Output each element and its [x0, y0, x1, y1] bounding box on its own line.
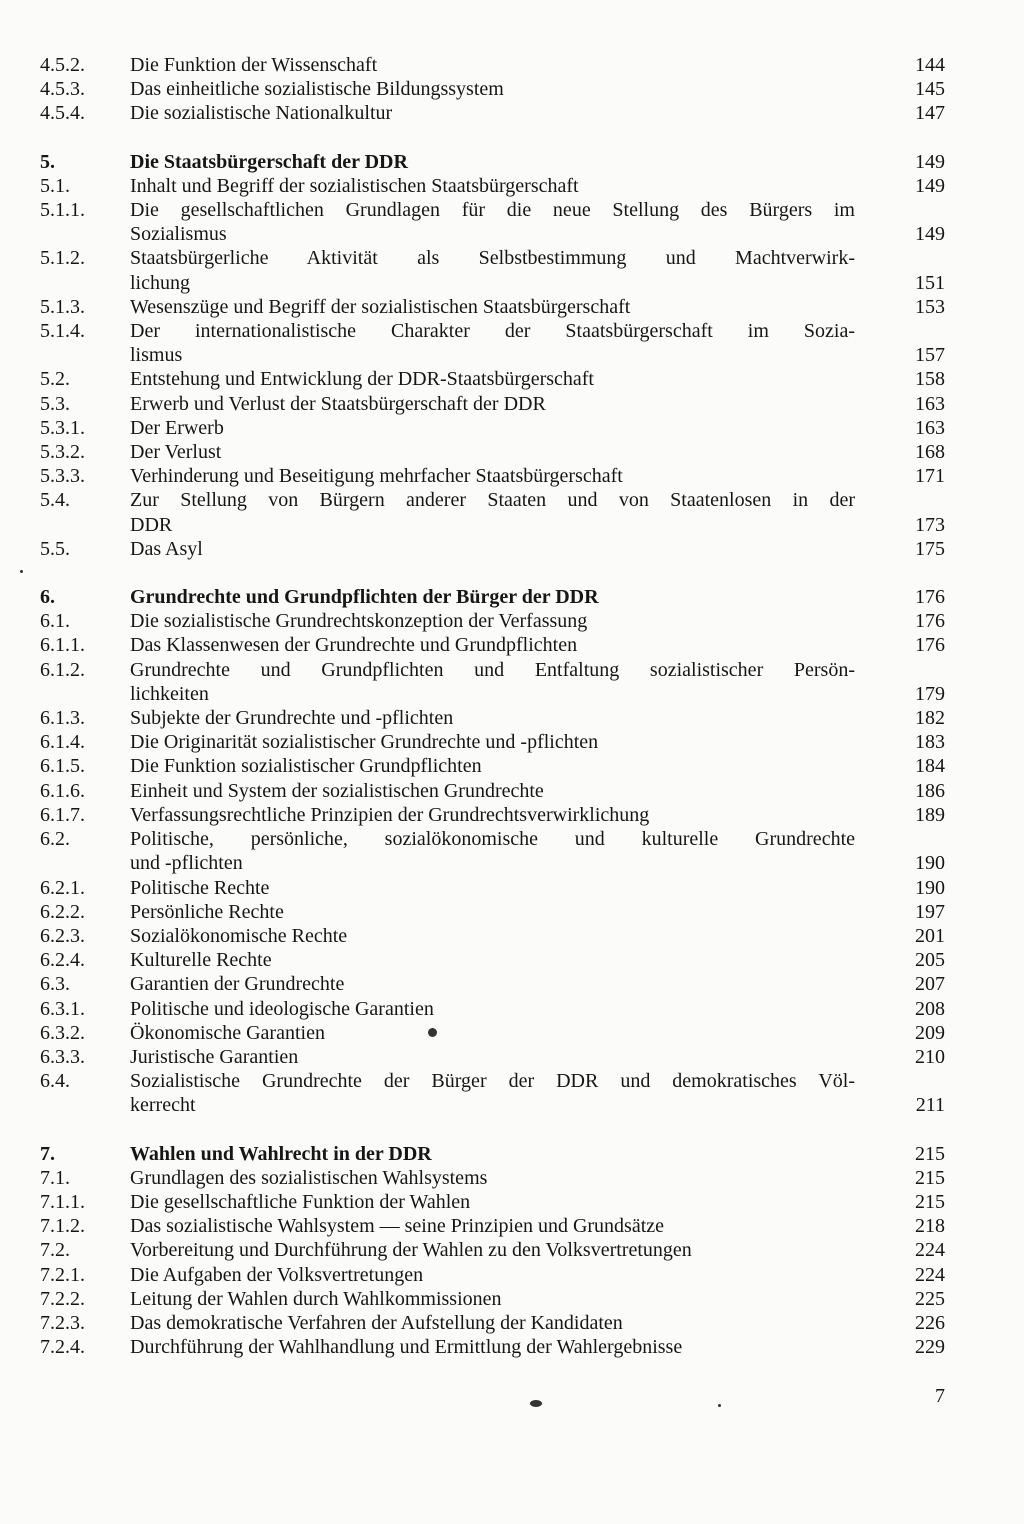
toc-entry-number: 7.2.2. [40, 1287, 85, 1310]
scan-speck [428, 1028, 437, 1037]
toc-entry-page: 205 [915, 949, 945, 972]
toc-entry-title-line: Die Staatsbürgerschaft der DDR [130, 150, 408, 173]
toc-entry [40, 1190, 945, 1214]
toc-entry-page: 163 [915, 416, 945, 439]
toc-entry-number: 6.2.1. [40, 876, 85, 899]
toc-entry-number: 4.5.3. [40, 78, 85, 101]
page-number: 7 [935, 1385, 945, 1407]
toc-entry-title [130, 803, 875, 827]
toc-entry [40, 440, 945, 464]
toc-entry [40, 827, 945, 875]
toc-entry-title [130, 319, 875, 367]
toc-entry-title [130, 1142, 875, 1166]
toc-entry-page: 218 [915, 1215, 945, 1238]
toc-entry-title-line: Politische, persönliche, sozialökonomische und kulturelle Grundrechte [130, 828, 855, 851]
toc-entry-page: 175 [915, 537, 945, 560]
toc-entry-page: 210 [915, 1045, 945, 1068]
toc-entry [40, 295, 945, 319]
toc-entry [40, 367, 945, 391]
toc-entry-number: 4.5.2. [40, 54, 85, 76]
toc-entry-title [130, 706, 875, 730]
toc-entry [40, 1045, 945, 1069]
toc-entry [40, 876, 945, 900]
toc-entry [40, 948, 945, 972]
toc-entry [40, 392, 945, 416]
toc-entry [40, 1311, 945, 1335]
toc-entry-title-line: Kulturelle Rechte [130, 949, 272, 972]
toc-entry [40, 924, 945, 948]
toc-entry-page: 211 [915, 1094, 945, 1117]
toc-entry-title [130, 997, 875, 1021]
toc-entry [40, 537, 945, 561]
toc-entry-number: 6.3.1. [40, 997, 85, 1020]
table-of-contents [40, 53, 945, 1359]
toc-entry-page: 144 [915, 54, 945, 76]
toc-entry-title [130, 246, 875, 294]
toc-entry-page: 171 [915, 465, 945, 488]
toc-entry-number: 5.5. [40, 537, 70, 560]
toc-entry-title-line: Sozialökonomische Rechte [130, 924, 348, 947]
toc-entry-number: 5.1. [40, 174, 70, 197]
toc-entry-page: 215 [915, 1166, 945, 1189]
toc-entry-page: 184 [915, 755, 945, 778]
toc-entry-title-line: Grundlagen des sozialistischen Wahlsystems [130, 1166, 488, 1189]
toc-entry-number: 7.1.1. [40, 1190, 85, 1213]
toc-entry-title [130, 1166, 875, 1190]
toc-entry-title [130, 440, 875, 464]
toc-entry [40, 1335, 945, 1359]
toc-entry-page: 229 [915, 1336, 945, 1359]
toc-entry-title-line: Verhinderung und Beseitigung mehrfacher Staatsbürgerschaft [130, 465, 623, 488]
toc-entry-title [130, 1214, 875, 1238]
toc-entry [40, 77, 945, 101]
toc-entry-page: 208 [915, 997, 945, 1020]
toc-entry-number: 7.1. [40, 1166, 70, 1189]
toc-entry-title-line: Grundrechte und Grundpflichten der Bürger der DDR [130, 586, 599, 609]
toc-entry-title-line: Durchführung der Wahlhandlung und Ermittlung der Wahlergebnisse [130, 1336, 683, 1359]
toc-entry-title [130, 464, 875, 488]
toc-entry-title-line: kerrecht [130, 1094, 196, 1117]
toc-entry-title-line: Die sozialistische Nationalkultur [130, 102, 393, 125]
toc-entry-title-line: Die Aufgaben der Volksvertretungen [130, 1263, 424, 1286]
toc-entry-title-line: Inhalt und Begriff der sozialistischen Staatsbürgerschaft [130, 174, 579, 197]
toc-entry-page: 183 [915, 731, 945, 754]
toc-entry-number: 5.3. [40, 392, 70, 415]
toc-entry-title-line: lichkeiten [130, 682, 209, 705]
toc-entry-number: 7.2.3. [40, 1311, 85, 1334]
toc-entry-number: 6.1.2. [40, 658, 85, 681]
toc-entry-number: 5.3.3. [40, 465, 85, 488]
toc-entry-title [130, 174, 875, 198]
toc-entry-page: 149 [915, 150, 945, 173]
toc-entry-title-line: Die sozialistische Grundrechtskonzeption der Verfassung [130, 610, 588, 633]
toc-entry-number: 6.3. [40, 973, 70, 996]
toc-entry [40, 754, 945, 778]
toc-entry [40, 464, 945, 488]
toc-entry-page: 158 [915, 368, 945, 391]
scan-speck [530, 1400, 542, 1407]
toc-entry-title-line: Der Erwerb [130, 416, 224, 439]
toc-entry [40, 1166, 945, 1190]
toc-chapter-entry [40, 150, 945, 174]
toc-entry-title [130, 876, 875, 900]
toc-entry-title [130, 77, 875, 101]
toc-entry-number: 6.3.3. [40, 1045, 85, 1068]
toc-entry [40, 174, 945, 198]
toc-entry [40, 488, 945, 536]
toc-entry-number: 5.1.4. [40, 320, 85, 343]
toc-entry [40, 706, 945, 730]
toc-entry-page: 168 [915, 441, 945, 464]
toc-entry-title [130, 1263, 875, 1287]
toc-entry-title [130, 779, 875, 803]
toc-entry [40, 319, 945, 367]
toc-entry-title-line: Ökonomische Garantien [130, 1021, 325, 1044]
toc-entry-page: 197 [915, 900, 945, 923]
toc-entry-page: 149 [915, 174, 945, 197]
toc-entry [40, 803, 945, 827]
toc-entry-title [130, 900, 875, 924]
toc-entry-page: 226 [915, 1311, 945, 1334]
toc-entry-title [130, 585, 875, 609]
toc-entry-title [130, 295, 875, 319]
toc-entry-title-line: Persönliche Rechte [130, 900, 284, 923]
toc-entry-page: 207 [915, 973, 945, 996]
toc-entry-page: 153 [915, 295, 945, 318]
toc-entry-title-line: Sozialistische Grundrechte der Bürger der DDR und demokratisches Völ- [130, 1070, 855, 1093]
toc-entry-title-line: Zur Stellung von Bürgern anderer Staaten und von Staatenlosen in der [130, 489, 855, 512]
toc-entry-number: 7.1.2. [40, 1215, 85, 1238]
toc-entry [40, 53, 945, 77]
toc-entry-title [130, 730, 875, 754]
toc-entry-number: 7.2. [40, 1239, 70, 1262]
toc-entry-title-line: lichung [130, 271, 190, 294]
toc-entry-number: 5.3.2. [40, 441, 85, 464]
toc-chapter-entry [40, 1142, 945, 1166]
toc-entry-title-line: Das demokratische Verfahren der Aufstellung der Kandidaten [130, 1311, 623, 1334]
toc-entry-number: 6.2.3. [40, 924, 85, 947]
toc-entry-title [130, 150, 875, 174]
toc-entry-title-line: DDR [130, 513, 173, 536]
toc-entry-page: 163 [915, 392, 945, 415]
toc-entry [40, 1021, 945, 1045]
toc-entry [40, 900, 945, 924]
toc-entry-number: 6.1.1. [40, 634, 85, 657]
toc-entry-title-line: Die Funktion der Wissenschaft [130, 54, 378, 76]
toc-entry-number: 5.3.1. [40, 416, 85, 439]
toc-entry-title-line: Wahlen und Wahlrecht in der DDR [130, 1142, 432, 1165]
toc-entry-title [130, 198, 875, 246]
toc-entry-title [130, 537, 875, 561]
toc-entry-number: 4.5.4. [40, 102, 85, 125]
toc-entry-title [130, 609, 875, 633]
toc-entry-number: 6. [40, 586, 55, 609]
toc-entry-title-line: Subjekte der Grundrechte und -pflichten [130, 707, 454, 730]
toc-entry [40, 1287, 945, 1311]
toc-entry-page: 190 [915, 876, 945, 899]
toc-entry-title-line: Das einheitliche sozialistische Bildungssystem [130, 78, 504, 101]
toc-entry-page: 179 [915, 682, 945, 705]
toc-entry-title-line: Das sozialistische Wahlsystem — seine Prinzipien und Grundsätze [130, 1215, 665, 1238]
toc-entry-page: 176 [915, 586, 945, 609]
scan-speck [20, 570, 23, 573]
toc-entry-page: 176 [915, 634, 945, 657]
toc-entry-number: 6.2. [40, 828, 70, 851]
toc-entry-title [130, 1045, 875, 1069]
toc-entry-title [130, 924, 875, 948]
toc-entry-title-line: Das Klassenwesen der Grundrechte und Grundpflichten [130, 634, 578, 657]
toc-entry-title [130, 1069, 875, 1117]
toc-entry [40, 101, 945, 125]
toc-entry-title-line: Die gesellschaftlichen Grundlagen für die neue Stellung des Bürgers im [130, 199, 855, 222]
toc-entry [40, 1069, 945, 1117]
toc-entry-title [130, 827, 875, 875]
toc-entry-page: 189 [915, 803, 945, 826]
toc-entry-title [130, 416, 875, 440]
toc-entry-page: 224 [915, 1239, 945, 1262]
toc-entry-title-line: Wesenszüge und Begriff der sozialistischen Staatsbürgerschaft [130, 295, 631, 318]
toc-entry-title-line: und -pflichten [130, 852, 243, 875]
toc-entry [40, 1263, 945, 1287]
toc-entry-page: 215 [915, 1142, 945, 1165]
toc-entry-number: 6.1.5. [40, 755, 85, 778]
toc-entry-page: 225 [915, 1287, 945, 1310]
toc-entry [40, 609, 945, 633]
toc-entry-page: 145 [915, 78, 945, 101]
toc-entry-title-line: Die gesellschaftliche Funktion der Wahlen [130, 1190, 471, 1213]
toc-entry-title [130, 367, 875, 391]
toc-entry-page: 173 [915, 513, 945, 536]
toc-entry-title-line: Der internationalistische Charakter der Staatsbürgerschaft im Sozia- [130, 320, 855, 343]
toc-entry-page: 224 [915, 1263, 945, 1286]
toc-entry-number: 6.1.6. [40, 779, 85, 802]
toc-entry-title [130, 1238, 875, 1262]
toc-entry-page: 176 [915, 610, 945, 633]
toc-entry-number: 6.2.4. [40, 949, 85, 972]
toc-entry-number: 6.1.7. [40, 803, 85, 826]
toc-entry-title-line: Politische Rechte [130, 876, 270, 899]
toc-entry [40, 779, 945, 803]
scan-speck [718, 1404, 721, 1407]
toc-entry-title [130, 948, 875, 972]
toc-entry-number: 5.1.2. [40, 247, 85, 270]
toc-entry-number: 5. [40, 150, 55, 173]
toc-entry-number: 6.1.3. [40, 707, 85, 730]
toc-entry-number: 6.4. [40, 1070, 70, 1093]
toc-entry [40, 246, 945, 294]
toc-entry-title [130, 754, 875, 778]
toc-entry-number: 5.4. [40, 489, 70, 512]
toc-entry-page: 157 [915, 344, 945, 367]
toc-entry-title [130, 101, 875, 125]
toc-entry-title [130, 1335, 875, 1359]
toc-entry-title-line: Juristische Garantien [130, 1045, 299, 1068]
toc-entry-title [130, 1021, 875, 1045]
toc-entry [40, 633, 945, 657]
toc-entry-number: 7.2.1. [40, 1263, 85, 1286]
toc-entry-page: 209 [915, 1021, 945, 1044]
toc-entry-number: 6.3.2. [40, 1021, 85, 1044]
toc-entry-title [130, 658, 875, 706]
toc-entry [40, 1214, 945, 1238]
toc-entry-title-line: Politische und ideologische Garantien [130, 997, 434, 1020]
toc-entry-title [130, 972, 875, 996]
toc-entry-title [130, 1287, 875, 1311]
toc-entry-title [130, 53, 875, 77]
toc-entry-title-line: Leitung der Wahlen durch Wahlkommissionen [130, 1287, 502, 1310]
toc-entry-number: 5.1.3. [40, 295, 85, 318]
toc-entry [40, 198, 945, 246]
toc-entry-title-line: Sozialismus [130, 223, 227, 246]
toc-entry-title-line: Erwerb und Verlust der Staatsbürgerschaft der DDR [130, 392, 546, 415]
toc-entry-title-line: lismus [130, 344, 183, 367]
toc-entry-page: 186 [915, 779, 945, 802]
toc-entry-page: 201 [915, 924, 945, 947]
toc-entry-title-line: Grundrechte und Grundpflichten und Entfaltung sozialistischer Persön- [130, 658, 855, 681]
toc-entry [40, 416, 945, 440]
toc-entry-title-line: Einheit und System der sozialistischen Grundrechte [130, 779, 544, 802]
toc-entry-number: 7. [40, 1142, 55, 1165]
toc-entry-title-line: Vorbereitung und Durchführung der Wahlen zu den Volksvertretungen [130, 1239, 692, 1262]
toc-entry-number: 5.2. [40, 368, 70, 391]
toc-entry-page: 190 [915, 852, 945, 875]
toc-entry-title-line: Garantien der Grundrechte [130, 973, 345, 996]
toc-entry-number: 6.1.4. [40, 731, 85, 754]
toc-entry-title [130, 1190, 875, 1214]
toc-entry-title [130, 1311, 875, 1335]
toc-entry-title [130, 633, 875, 657]
toc-entry-title-line: Die Originarität sozialistischer Grundrechte und -pflichten [130, 731, 599, 754]
toc-entry-title [130, 488, 875, 536]
toc-entry [40, 997, 945, 1021]
toc-entry-page: 151 [915, 271, 945, 294]
toc-entry-title-line: Entstehung und Entwicklung der DDR-Staatsbürgerschaft [130, 368, 594, 391]
toc-entry-number: 7.2.4. [40, 1336, 85, 1359]
toc-entry-number: 5.1.1. [40, 199, 85, 222]
toc-entry-page: 147 [915, 102, 945, 125]
toc-chapter-entry [40, 585, 945, 609]
toc-entry-page: 182 [915, 707, 945, 730]
toc-entry-number: 6.1. [40, 610, 70, 633]
toc-entry-title-line: Die Funktion sozialistischer Grundpflichten [130, 755, 482, 778]
toc-entry-page: 149 [915, 223, 945, 246]
toc-entry [40, 1238, 945, 1262]
toc-entry-number: 6.2.2. [40, 900, 85, 923]
toc-entry-title-line: Der Verlust [130, 441, 222, 464]
toc-entry [40, 730, 945, 754]
toc-entry [40, 972, 945, 996]
toc-entry-title [130, 392, 875, 416]
toc-entry-title-line: Das Asyl [130, 537, 203, 560]
toc-entry-title-line: Staatsbürgerliche Aktivität als Selbstbestimmung und Machtverwirk- [130, 247, 855, 270]
toc-entry-page: 215 [915, 1190, 945, 1213]
toc-entry-title-line: Verfassungsrechtliche Prinzipien der Grundrechtsverwirklichung [130, 803, 650, 826]
toc-entry [40, 658, 945, 706]
